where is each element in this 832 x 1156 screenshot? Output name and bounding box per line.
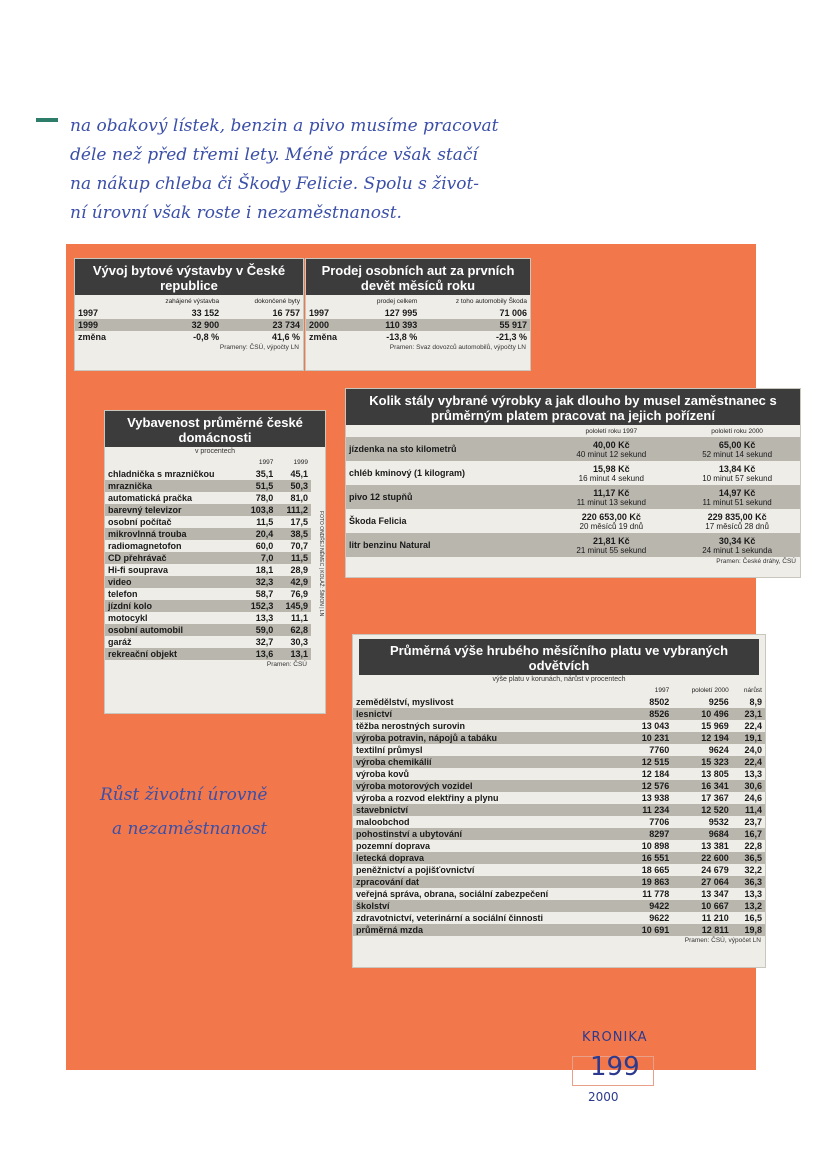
row-label: průměrná mzda [356, 925, 424, 935]
prices-table [346, 425, 800, 557]
row-value: 127 995 [384, 308, 418, 318]
table-row [353, 708, 765, 720]
row-value: 103,8 [250, 505, 274, 515]
row-value: 11,5 [290, 553, 308, 563]
row-value: 32,7 [255, 637, 274, 647]
row-value: 81,0 [290, 493, 308, 503]
note-bullet-mark [36, 118, 58, 122]
price-value: 14,97 Kč [718, 487, 756, 498]
row-label: litr benzinu Natural [349, 540, 431, 550]
price-cell [548, 437, 674, 461]
table-row [75, 319, 303, 331]
price-value: 40,00 Kč [593, 439, 630, 450]
row-value: 20,4 [255, 529, 274, 539]
row-value: 71 006 [499, 308, 527, 318]
table-row [105, 492, 311, 504]
row-label: CD přehrávač [108, 553, 167, 563]
price-value: 11,17 Kč [593, 487, 630, 498]
price-value: 30,34 Kč [718, 535, 756, 546]
price-value: 21,81 Kč [593, 535, 630, 546]
row-label: jízdenka na sto kilometrů [349, 444, 457, 454]
row-value: 8502 [649, 697, 670, 707]
clipping-subtitle: výše platu v korunách, nárůst v procentech [492, 676, 626, 683]
row-value: 152,3 [250, 601, 274, 611]
source-note: Pramen: Svaz dovozců automobilů, výpočty LN [389, 344, 526, 351]
row-value: 11,5 [256, 517, 274, 527]
table-row [105, 576, 311, 588]
work-time-value: 20 měsíců 19 dnů [579, 521, 644, 531]
row-value: 12 576 [641, 781, 670, 791]
row-label: výroba motorových vozidel [356, 781, 473, 791]
row-label: veřejná správa, obrana, sociální zabezpečení [356, 889, 549, 899]
row-label: textilní průmysl [356, 745, 423, 755]
row-value: 18,1 [255, 565, 274, 575]
source-note: Pramen: ČSÚ [266, 661, 307, 668]
row-label: pivo 12 stupňů [349, 492, 413, 502]
row-label: 1997 [78, 308, 99, 318]
row-value: 9622 [649, 913, 670, 923]
row-label: výroba chemikálií [356, 757, 432, 767]
row-value: 15 969 [701, 721, 729, 731]
row-label: těžba nerostných surovin [356, 721, 466, 731]
column-header: nárůst [743, 686, 762, 694]
price-cell [674, 509, 800, 533]
row-value: 42,9 [290, 577, 308, 587]
chronicle-year: 2000 [588, 1090, 619, 1104]
row-label: telefon [108, 589, 138, 599]
row-value: 17,5 [290, 517, 308, 527]
table-row [346, 461, 800, 485]
note-line: na obakový lístek, benzin a pivo musíme pracovat [70, 116, 499, 136]
row-label: automatická pračka [108, 493, 193, 503]
row-value: 60,0 [255, 541, 274, 551]
row-label: výroba a rozvod elektřiny a plynu [356, 793, 499, 803]
row-value: -21,3 % [495, 332, 527, 342]
car-sales-table [306, 295, 530, 343]
price-cell [674, 461, 800, 485]
row-label: výroba potravin, nápojů a tabáku [356, 733, 498, 743]
row-value: 36,3 [744, 877, 762, 887]
price-value: 65,00 Kč [718, 439, 756, 450]
row-value: 32 900 [191, 320, 220, 330]
source-note: Pramen: České dráhy, ČSÚ [716, 558, 796, 565]
row-label: zdravotnictví, veterinární a sociální činnosti [356, 913, 544, 923]
row-value: 19,1 [744, 733, 762, 743]
clipping-subtitle: v procentech [194, 448, 236, 455]
table-row [105, 540, 311, 552]
table-row [353, 864, 765, 876]
table-row [353, 876, 765, 888]
table-row [353, 804, 765, 816]
work-time-value: 21 minut 55 sekund [576, 545, 647, 555]
clipping-title: Vývoj bytové výstavby v České republice [75, 259, 303, 295]
caption-line: Růst životní úrovně [100, 785, 268, 805]
wages-table [353, 684, 765, 936]
table-row [105, 600, 311, 612]
table-row [353, 840, 765, 852]
table-row [105, 612, 311, 624]
table-row [105, 468, 311, 480]
row-value: 36,5 [744, 853, 762, 863]
row-value: 24,0 [744, 745, 762, 755]
row-value: 10 667 [701, 901, 729, 911]
chronicle-label: KRONIKA [582, 1030, 648, 1045]
row-value: 19 863 [641, 877, 670, 887]
table-row [75, 331, 303, 343]
row-value: 17 367 [701, 793, 729, 803]
row-value: 110 393 [385, 320, 418, 330]
price-value: 15,98 Kč [593, 463, 630, 474]
work-time-value: 10 minut 57 sekund [702, 473, 773, 483]
price-cell [548, 461, 674, 485]
row-value: 9684 [708, 829, 729, 839]
table-row [75, 307, 303, 319]
column-header: prodej celkem [376, 297, 418, 305]
row-value: 111,2 [286, 505, 308, 515]
table-row [105, 564, 311, 576]
work-time-value: 16 minut 4 sekund [578, 473, 644, 483]
row-value: 145,9 [285, 601, 308, 611]
work-time-value: 40 minut 12 sekund [576, 449, 647, 459]
table-row [105, 480, 311, 492]
price-value: 13,84 Kč [718, 463, 756, 474]
row-value: 11 210 [701, 913, 729, 923]
row-value: 23 734 [272, 320, 300, 330]
table-row [105, 552, 311, 564]
row-value: 7,0 [260, 553, 274, 563]
row-value: 8526 [649, 709, 670, 719]
row-value: 13,3 [255, 613, 274, 623]
row-label: garáž [108, 637, 132, 647]
row-value: 12 811 [701, 925, 729, 935]
row-value: 12 515 [641, 757, 670, 767]
table-row [306, 331, 530, 343]
row-value: 33 152 [191, 308, 220, 318]
row-value: 28,9 [290, 565, 308, 575]
handwritten-caption [100, 778, 268, 846]
row-value: 13 805 [701, 769, 729, 779]
row-label: osobní počítač [108, 517, 172, 527]
row-value: 45,1 [290, 469, 308, 479]
row-value: 8,9 [749, 697, 762, 707]
row-value: 11,4 [744, 805, 762, 815]
row-value: 13,3 [744, 889, 762, 899]
row-label: lesnictví [356, 709, 393, 719]
row-label: Hi-fi souprava [108, 565, 169, 575]
row-value: 12 520 [701, 805, 729, 815]
row-value: 70,7 [290, 541, 308, 551]
clipping-title: Kolik stály vybrané výrobky a jak dlouho by musel zaměstnanec s průměrným platem pracovat na jejich pořízení [346, 389, 800, 425]
row-value: 13,3 [744, 769, 762, 779]
row-value: 76,9 [290, 589, 308, 599]
table-row [105, 516, 311, 528]
column-header: 1997 [258, 458, 274, 466]
row-value: 12 194 [701, 733, 729, 743]
row-label: 1997 [309, 308, 330, 318]
table-row [353, 888, 765, 900]
row-value: -0,8 % [193, 332, 220, 342]
clipping-car-sales [305, 258, 531, 371]
row-label: osobní automobil [108, 625, 183, 635]
row-value: 13 347 [701, 889, 729, 899]
price-cell [674, 485, 800, 509]
row-label: jízdní kolo [108, 601, 152, 611]
row-value: 9422 [649, 901, 670, 911]
price-cell [548, 533, 674, 557]
row-label: pohostinství a ubytování [356, 829, 463, 839]
table-row [346, 437, 800, 461]
housing-table [75, 295, 303, 343]
table-row [353, 828, 765, 840]
row-label: motocykl [108, 613, 148, 623]
source-note: Prameny: ČSÚ, výpočty LN [219, 344, 299, 351]
column-header: pololetí roku 1997 [585, 427, 638, 435]
row-value: 18 665 [641, 865, 670, 875]
clipping-prices-work-time [345, 388, 801, 578]
row-value: 59,0 [255, 625, 274, 635]
clipping-title: Prodej osobních aut za prvních devět měsíců roku [306, 259, 530, 295]
row-value: 30,6 [744, 781, 762, 791]
row-label: maloobchod [356, 817, 410, 827]
row-label: peněžnictví a pojišťovnictví [356, 865, 475, 875]
row-value: 58,7 [255, 589, 274, 599]
work-time-value: 24 minut 1 sekunda [702, 545, 773, 555]
row-value: 35,1 [255, 469, 274, 479]
table-row [353, 780, 765, 792]
row-value: 13 938 [641, 793, 670, 803]
price-cell [674, 533, 800, 557]
row-value: 13 043 [641, 721, 670, 731]
row-value: 12 184 [641, 769, 670, 779]
table-row [105, 528, 311, 540]
row-label: změna [309, 332, 338, 342]
row-label: zemědělství, myslivost [356, 697, 454, 707]
row-value: 62,8 [290, 625, 308, 635]
row-value: 9532 [708, 817, 729, 827]
row-value: 24,6 [744, 793, 762, 803]
row-label: výroba kovů [356, 769, 410, 779]
row-value: 22,8 [744, 841, 762, 851]
row-value: 16 341 [701, 781, 729, 791]
row-value: 13,6 [255, 649, 274, 659]
work-time-value: 11 minut 51 sekund [702, 497, 772, 507]
table-row [353, 924, 765, 936]
column-header: z toho automobily Škoda [455, 297, 527, 305]
row-value: 10 691 [641, 925, 670, 935]
note-line: ní úrovní však roste i nezaměstnanost. [70, 203, 402, 223]
row-value: -13,8 % [386, 332, 418, 342]
clipping-household-equipment [104, 410, 326, 714]
table-row [346, 485, 800, 509]
table-row [346, 509, 800, 533]
row-label: mraznička [108, 481, 153, 491]
table-row [353, 912, 765, 924]
row-value: 13,2 [744, 901, 762, 911]
row-label: mikrovlnná trouba [108, 529, 187, 539]
row-value: 41,6 % [271, 332, 300, 342]
row-label: letecká doprava [356, 853, 425, 863]
clipping-wages-by-sector [352, 634, 766, 968]
row-value: 10 496 [701, 709, 729, 719]
note-line: na nákup chleba či Škody Felicie. Spolu s život- [70, 174, 480, 194]
row-value: 16 551 [641, 853, 670, 863]
table-row [353, 816, 765, 828]
table-row [105, 648, 311, 660]
row-value: 22,4 [744, 721, 762, 731]
row-value: 78,0 [255, 493, 274, 503]
row-value: 23,7 [744, 817, 762, 827]
row-value: 23,1 [744, 709, 762, 719]
price-cell [548, 509, 674, 533]
row-value: 16,5 [744, 913, 762, 923]
row-label: pozemní doprava [356, 841, 431, 851]
row-label: stavebnictví [356, 805, 409, 815]
photo-credit: FOTO ONDŘEJ NĚMEC | KOLÁŽ: ŠIMON | LN [318, 511, 324, 617]
column-header: 1999 [293, 458, 308, 466]
table-row [353, 732, 765, 744]
row-value: 32,3 [255, 577, 274, 587]
table-row [353, 852, 765, 864]
caption-line: a nezaměstnanost [112, 819, 268, 839]
row-label: změna [78, 332, 107, 342]
row-label: rekreační objekt [108, 649, 178, 659]
clipping-title: Průměrná výše hrubého měsíčního platu ve vybraných odvětvích [359, 639, 759, 675]
row-value: 7706 [649, 817, 670, 827]
table-row [353, 792, 765, 804]
row-label: video [108, 577, 132, 587]
row-value: 15 323 [701, 757, 729, 767]
table-row [353, 696, 765, 708]
row-value: 10 231 [641, 733, 670, 743]
row-value: 11,1 [290, 613, 308, 623]
row-value: 16 757 [272, 308, 300, 318]
table-row [105, 636, 311, 648]
row-label: radiomagnetofon [108, 541, 182, 551]
row-value: 8297 [649, 829, 670, 839]
row-value: 27 064 [701, 877, 729, 887]
price-value: 220 653,00 Kč [581, 511, 641, 522]
table-row [105, 588, 311, 600]
work-time-value: 17 měsíců 28 dnů [705, 521, 769, 531]
table-row [353, 768, 765, 780]
work-time-value: 11 minut 13 sekund [576, 497, 646, 507]
table-row [105, 624, 311, 636]
column-header: pololetí roku 2000 [711, 427, 763, 435]
row-value: 7760 [649, 745, 670, 755]
row-value: 16,7 [744, 829, 762, 839]
price-cell [548, 485, 674, 509]
row-value: 55 917 [499, 320, 527, 330]
clipping-title: Vybavenost průměrné české domácnosti [105, 411, 325, 447]
table-row [353, 900, 765, 912]
row-value: 24 679 [701, 865, 729, 875]
row-value: 13,1 [290, 649, 308, 659]
row-label: Škoda Felicia [349, 516, 407, 526]
row-label: barevný televizor [108, 505, 182, 515]
row-label: 2000 [309, 320, 330, 330]
source-note: Pramen: ČSÚ, výpočet LN [684, 937, 761, 944]
row-value: 10 898 [641, 841, 670, 851]
row-label: chléb kminový (1 kilogram) [349, 468, 466, 478]
clipping-housing [74, 258, 304, 371]
row-value: 9624 [708, 745, 729, 755]
price-value: 229 835,00 Kč [707, 511, 767, 522]
table-row [105, 504, 311, 516]
row-value: 32,2 [744, 865, 762, 875]
row-value: 38,5 [290, 529, 308, 539]
row-value: 22,4 [744, 757, 762, 767]
note-line: déle než před třemi lety. Méně práce však stačí [70, 145, 478, 165]
column-header: pololetí 2000 [691, 686, 729, 694]
row-value: 51,5 [255, 481, 274, 491]
table-row [346, 533, 800, 557]
row-value: 19,8 [744, 925, 762, 935]
row-value: 13 381 [701, 841, 729, 851]
row-value: 30,3 [290, 637, 308, 647]
household-table [105, 456, 311, 660]
row-value: 22 600 [701, 853, 729, 863]
page-number: 199 [590, 1052, 640, 1082]
row-value: 50,3 [290, 481, 308, 491]
column-header: 1997 [654, 686, 670, 694]
row-value: 9256 [708, 697, 729, 707]
row-label: chladnička s mrazničkou [108, 469, 215, 479]
handwritten-note [70, 112, 570, 228]
work-time-value: 52 minut 14 sekund [702, 449, 773, 459]
column-header: dokončené byty [254, 297, 300, 305]
row-value: 11 778 [642, 889, 670, 899]
row-value: 11 234 [642, 805, 670, 815]
column-header: zahájené výstavba [165, 297, 220, 305]
table-row [306, 307, 530, 319]
price-cell [674, 437, 800, 461]
table-row [306, 319, 530, 331]
table-row [353, 756, 765, 768]
row-label: 1999 [78, 320, 99, 330]
table-row [353, 720, 765, 732]
row-label: školství [356, 901, 390, 911]
table-row [353, 744, 765, 756]
row-label: zpracování dat [356, 877, 420, 887]
